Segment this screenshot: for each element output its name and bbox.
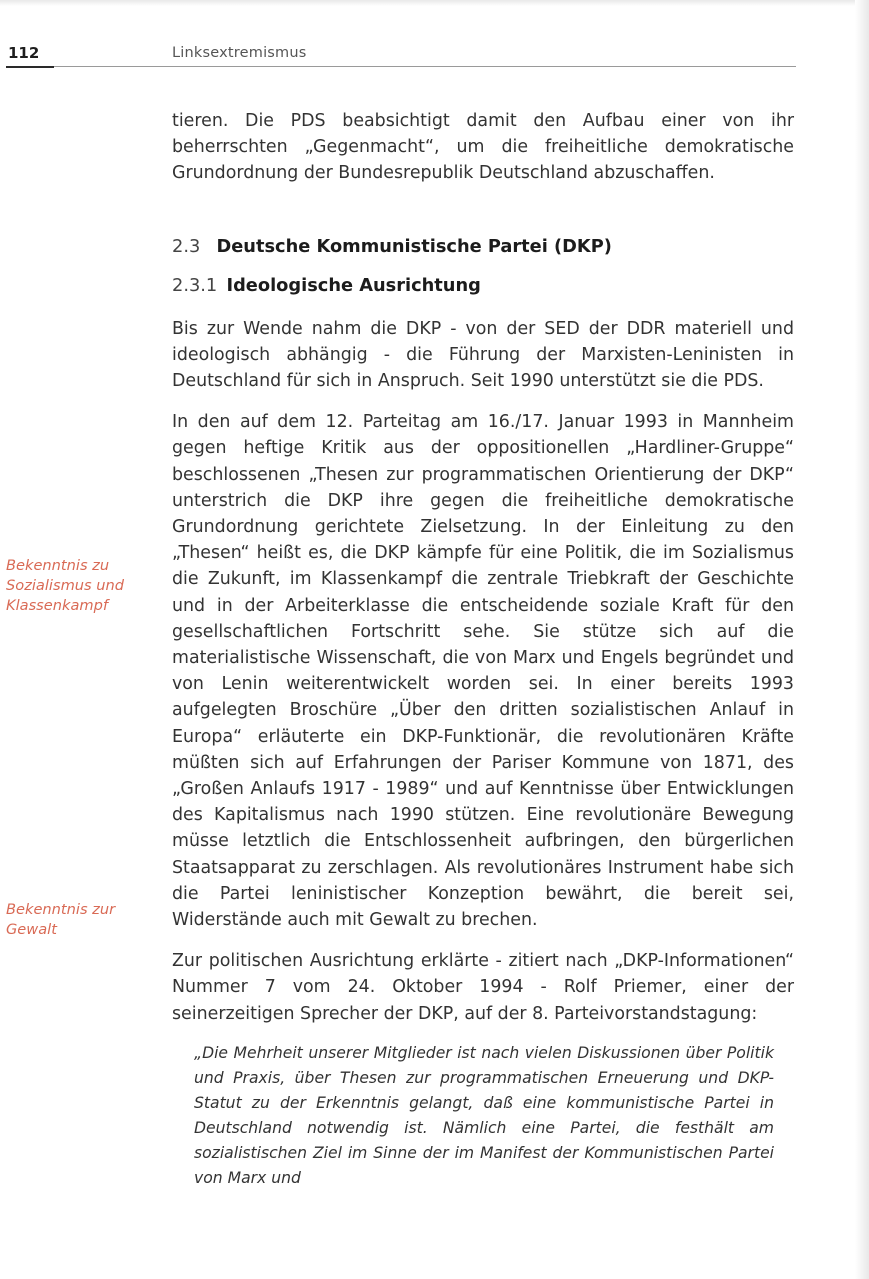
subsection-title: Ideologische Ausrichtung [226, 274, 481, 296]
section-number: 2.3 [172, 235, 201, 257]
intro-paragraph: tieren. Die PDS beabsichtigt damit den Aufbau einer von ihr beherrschten „Gegenmacht“, um die freiheitliche demokratische Grundordnung der Bundesrepublik Deutschland abzuschaffen. [172, 111, 794, 184]
subsection-number: 2.3.1 [172, 274, 218, 296]
header-rule [54, 66, 796, 67]
margin-note-gewalt: Bekenntnis zur Gewalt [6, 901, 116, 938]
running-title: Linksextremismus [172, 45, 307, 61]
quote-block: „Die Mehrheit unserer Mitglieder ist nach vielen Diskussionen über Politik und Praxis, über Thesen zur programmatischen Erneuerung und DKP-Statut zu der Erkenntnis gelangt, daß eine kommunistische Partei in Deutschland notwendig ist. Nämlich eine Partei, die festhält am sozialistischen Ziel im Sinne der im Manifest der Kommunistischen Partei von Marx und [194, 1043, 774, 1187]
page-number: 112 [8, 44, 40, 62]
margin-note-sozialismus: Bekenntnis zu Sozialismus und Klassenkampf [6, 557, 125, 614]
page-top-edge [0, 0, 869, 6]
section-title: Deutsche Kommunistische Partei (DKP) [216, 235, 612, 257]
main-content [172, 108, 794, 1191]
paragraph-wende: Bis zur Wende nahm die DKP - von der SED der DDR materiell und ideologisch abhängig - die Führung der Marxisten-Leninisten in Deutschland für sich in Anspruch. Seit 1990 unterstützt sie die PDS. [172, 318, 794, 392]
paragraph-priemer: Zur politischen Ausrichtung erklärte - zitiert nach „DKP-Informationen“ Nummer 7 vom 24. Oktober 1994 - Rolf Priemer, einer der seinerzeitigen Sprecher der DKP, auf der 8. Parteivorstandstagung: [172, 951, 794, 1024]
page-header [8, 44, 798, 64]
section-heading [172, 235, 794, 259]
paragraph-thesen: In den auf dem 12. Parteitag am 16./17. Januar 1993 in Mannheim gegen heftige Kritik aus der oppositionellen „Hardliner-Gruppe“ beschlossenen „Thesen zur programmatischen Orientierung der DKP“ unterstrich die DKP ihre gegen die freiheitliche demokratische Grundordnung gerichtete Zielsetzung. In der Einleitung zu den „Thesen“ heißt es, die DKP kämpfe für eine Politik, die im Sozialismus die Zukunft, im Klassenkampf die zentrale Triebkraft der Geschichte und in der Arbeiterklasse die entscheidende soziale Kraft für den gesellschaftlichen Fortschritt sehe. Sie stütze sich auf die materialistische Wissenschaft, die von Marx und Engels begründet und von Lenin weiterentwickelt worden sei. In einer bereits 1993 aufgelegten Broschüre „Über den dritten sozialistischen Anlauf in Europa“ erläuterte ein DKP-Funktionär, die revolutionären Kräfte müßten sich auf Erfahrungen der Pariser Kommune von 1871, des „Großen Anlaufs 1917 - 1989“ und auf Kenntnisse über Entwicklungen des Kapitalismus nach 1990 stützen. Eine revolutionäre Bewegung müsse letztlich die Entschlossenheit aufbringen, den bürgerlichen Staatsapparat zu zerschlagen. Als revolutionäres Instrument habe sich die Partei leninistischer Konzeption bewährt, die bereit sei, Widerstände auch mit Gewalt zu brechen. [172, 412, 794, 931]
page-edge-shadow [855, 0, 869, 1279]
subsection-heading [172, 274, 794, 298]
header-rule-accent [6, 66, 54, 68]
